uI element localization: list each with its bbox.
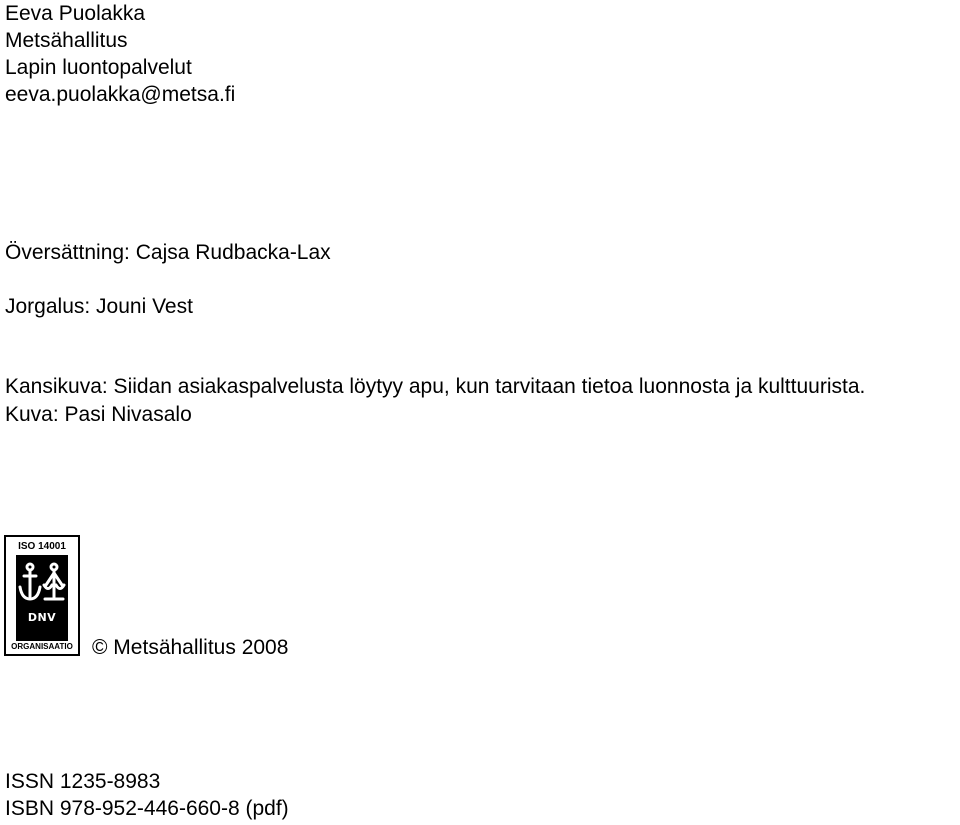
photo-credit: Kuva: Pasi Nivasalo (5, 403, 192, 426)
contact-block (5, 0, 235, 108)
translation-credit: Översättning: Cajsa Rudbacka-Lax (5, 241, 331, 264)
certificate-line-2: ORGANISAATIO (11, 642, 73, 651)
dnv-logo-text: DNV (27, 611, 57, 624)
dnv-logo (20, 609, 64, 627)
copyright-notice: © Metsähallitus 2008 (92, 636, 289, 659)
cover-caption: Kansikuva: Siidan asiakaspalvelusta löytyy apu, kun tarvitaan tietoa luonnosta ja kulttuurista. (5, 375, 866, 398)
department-name: Lapin luontopalvelut (5, 56, 192, 79)
isbn-number: ISBN 978-952-446-660-8 (pdf) (5, 797, 289, 820)
sami-translation-credit: Jorgalus: Jouni Vest (5, 295, 193, 318)
certificate-line-1: SERTIFIOITU (17, 632, 67, 641)
author-name: Eeva Puolakka (5, 2, 146, 25)
organization-name: Metsähallitus (5, 29, 128, 52)
publication-identifiers (5, 768, 289, 822)
iso-standard-label: ISO 14001 (18, 541, 66, 552)
anchor-scale-icon (16, 559, 68, 607)
email-address: eeva.puolakka@metsa.fi (5, 83, 236, 106)
certificate-emblem (16, 555, 68, 641)
issn-number: ISSN 1235-8983 (5, 770, 161, 793)
iso-certificate-logo (4, 535, 80, 656)
certificate-caption (6, 632, 78, 652)
